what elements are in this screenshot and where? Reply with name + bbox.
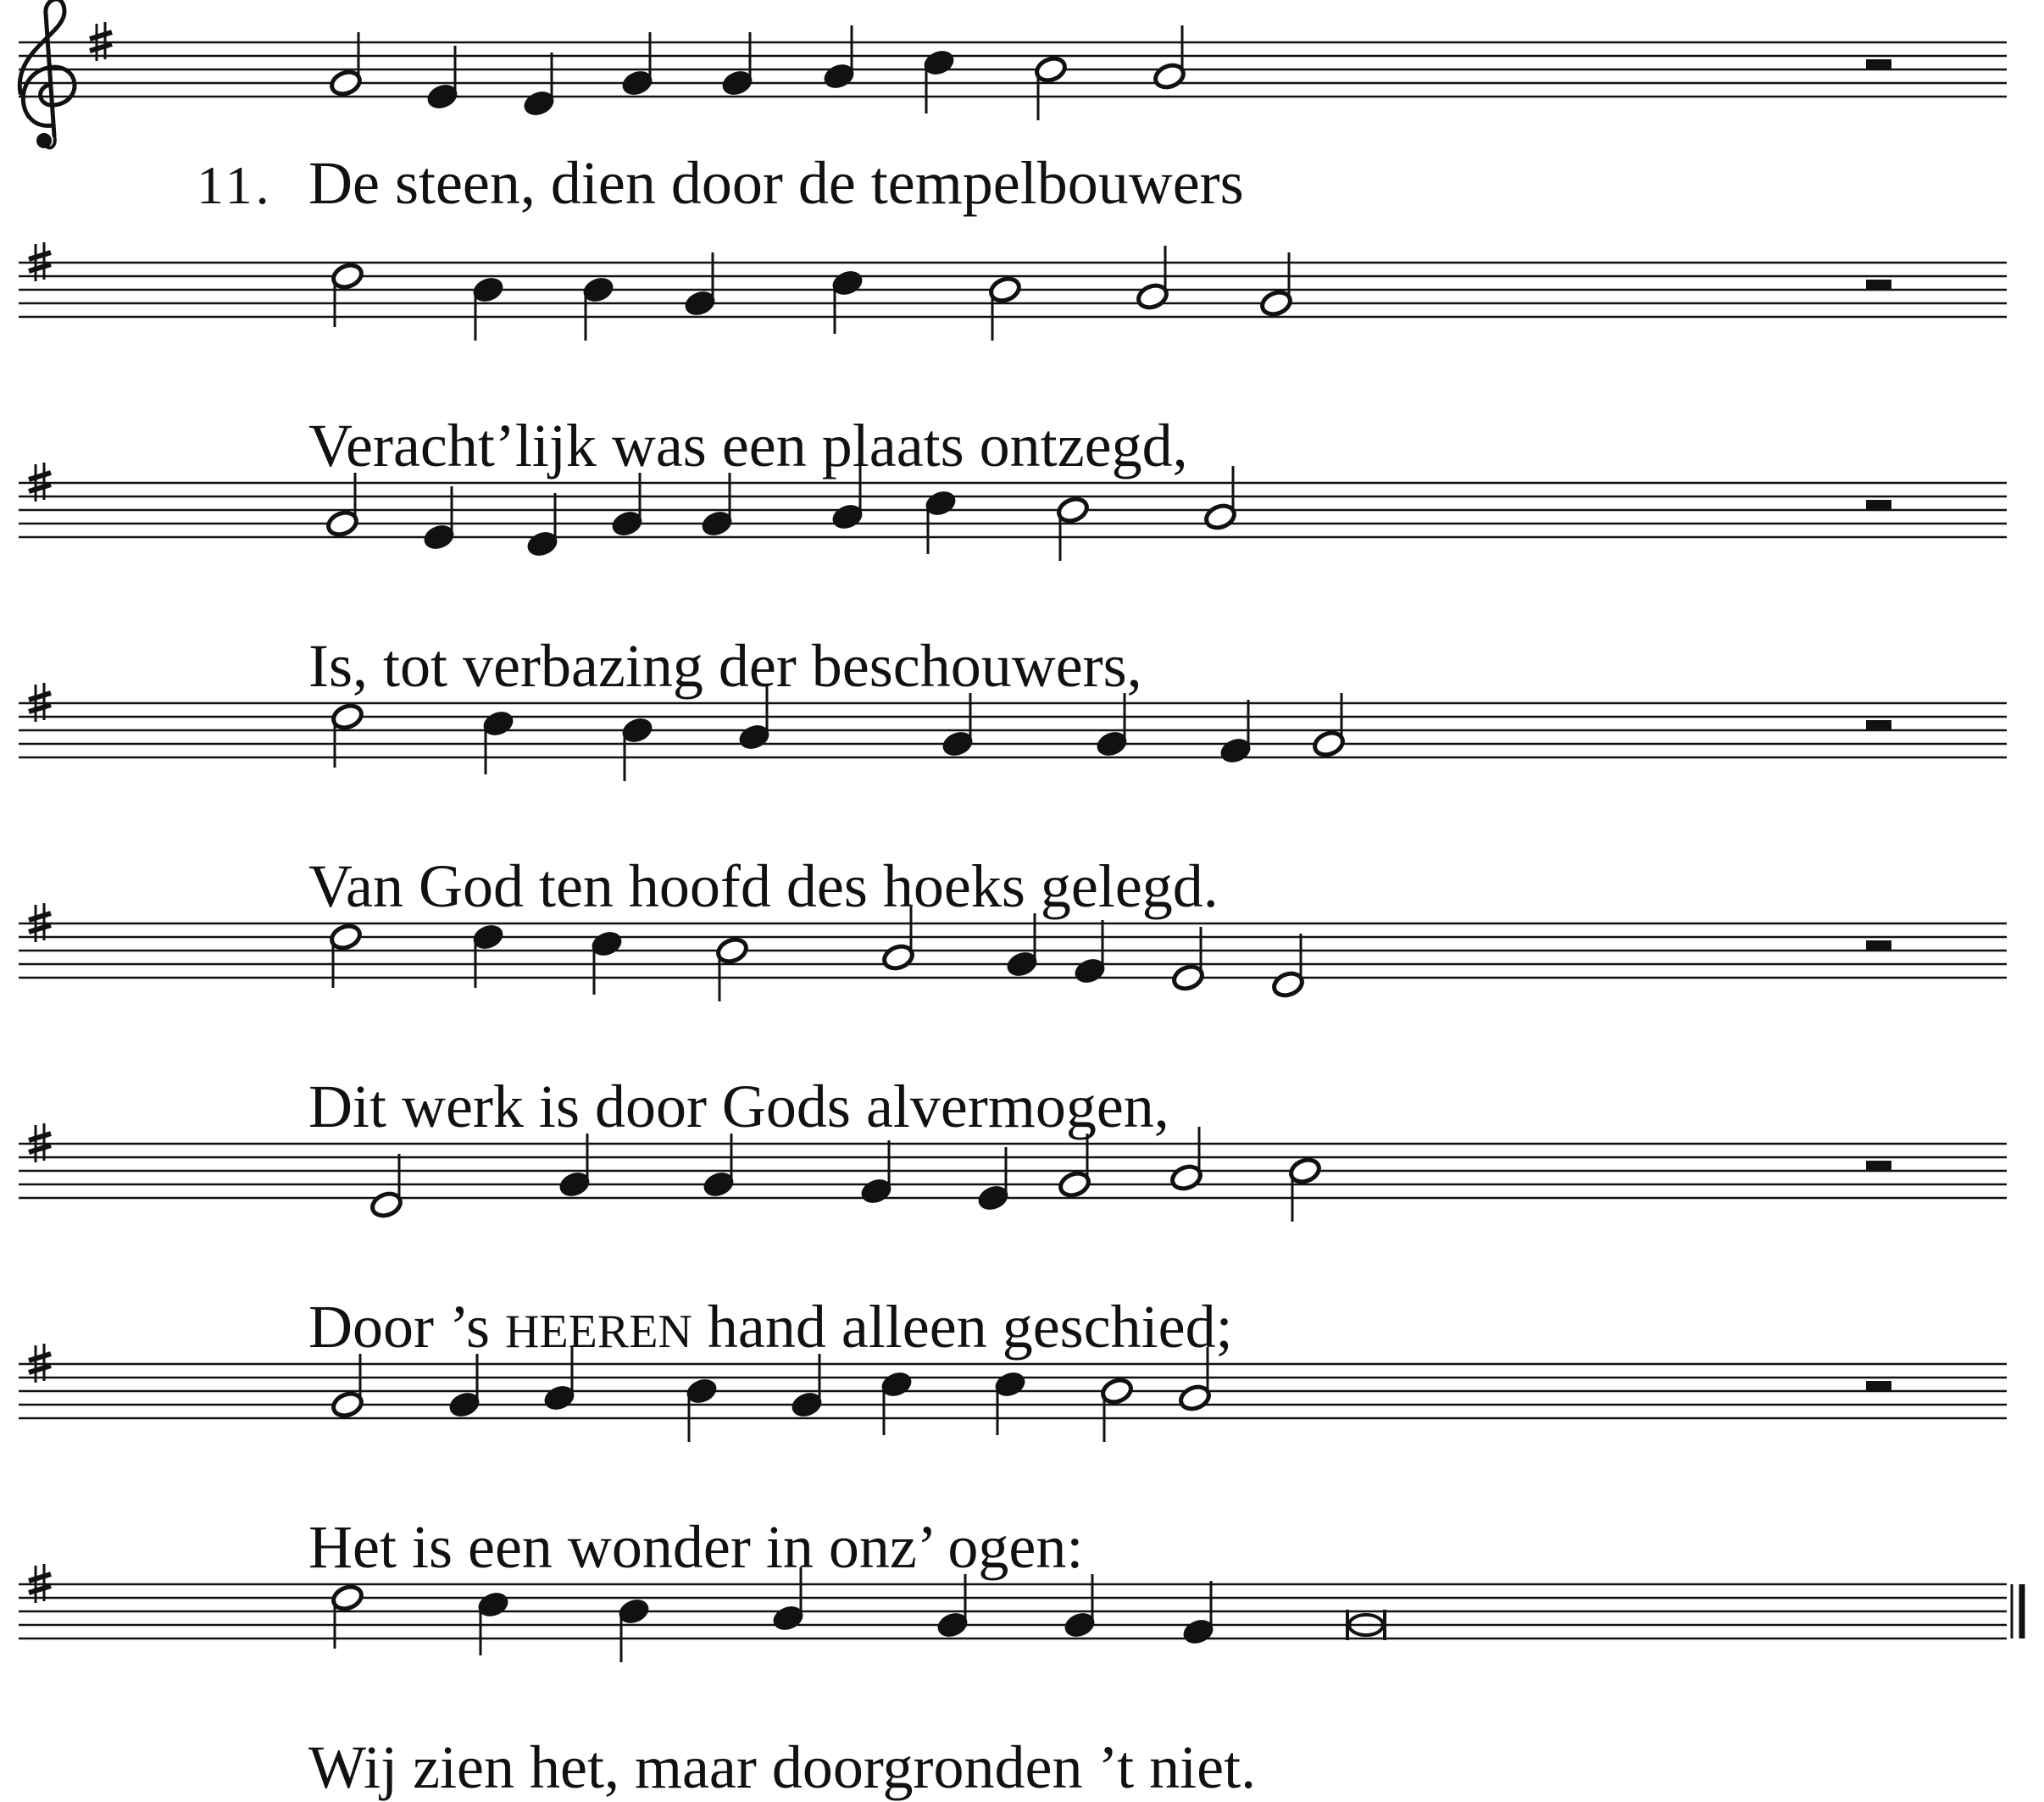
note: [617, 1597, 652, 1662]
staff-lines: [19, 1584, 2007, 1638]
note: [924, 489, 958, 554]
staff-lines: [19, 483, 2007, 537]
staff-system: [19, 1344, 2007, 1581]
staff-lines: [19, 42, 2007, 97]
note: [590, 929, 625, 995]
note: [1203, 466, 1238, 531]
staff-lines: [19, 703, 2007, 757]
staff-system: [19, 683, 2007, 920]
note: [880, 1370, 914, 1435]
note: [1100, 1377, 1135, 1442]
lyric-line: Door ’s HEEREN hand alleen geschied;: [308, 1293, 1233, 1361]
lyric-line: Dit werk is door Gods alvermogen,: [308, 1073, 1169, 1140]
staff-system: [19, 242, 2007, 480]
note: [1136, 246, 1170, 311]
note: [581, 275, 616, 341]
staff-system: [19, 0, 2007, 217]
lyric-line: Het is een wonder in onz’ ogen:: [308, 1513, 1084, 1581]
lyric-small-caps: HEEREN: [505, 1306, 692, 1358]
treble-clef: [19, 0, 75, 148]
half-rest: [1866, 720, 1891, 730]
note: [859, 1140, 894, 1206]
lyric-line: De steen, dien door de tempelbouwers: [308, 149, 1244, 217]
note: [1219, 700, 1253, 765]
note: [715, 936, 750, 1001]
note: [471, 275, 506, 341]
lyric-line: Van God ten hoofd des hoeks gelegd.: [308, 852, 1219, 920]
note: [522, 53, 557, 118]
staff-system: [19, 1564, 2022, 1801]
staff-system: [19, 903, 2007, 1140]
note: [993, 1370, 1028, 1435]
note: [1169, 1127, 1204, 1192]
note: [988, 275, 1023, 341]
note: [1153, 25, 1187, 91]
note: [830, 269, 865, 334]
final-barline: [2012, 1584, 2022, 1638]
half-rest: [1866, 500, 1891, 510]
lyric-line: Wij zien het, maar doorgronden ’t niet.: [308, 1733, 1257, 1801]
note: [1271, 934, 1306, 999]
note: [1181, 1581, 1216, 1646]
note: [476, 1590, 511, 1655]
lyric-line: Is, tot verbazing der beschouwers,: [308, 632, 1142, 700]
staff-system: [19, 463, 2007, 700]
half-rest: [1866, 59, 1891, 69]
half-rest: [1866, 280, 1891, 290]
staff-system: [19, 1123, 2007, 1361]
half-rest: [1866, 1161, 1891, 1171]
verse-number: 11.: [197, 155, 273, 215]
lyric-line: Veracht’lijk was een plaats ontzegd,: [308, 412, 1188, 480]
note: [1073, 920, 1108, 985]
half-rest: [1866, 940, 1891, 951]
note: [481, 709, 516, 774]
note: [525, 493, 560, 558]
note: [369, 1154, 404, 1219]
note: [922, 48, 957, 114]
note: [685, 1377, 719, 1442]
note: [620, 716, 655, 781]
staves: [19, 0, 2022, 1801]
note: [1034, 55, 1069, 120]
note: [1288, 1156, 1323, 1222]
note: [1056, 496, 1091, 561]
note: [822, 25, 857, 91]
staff-lines: [19, 1144, 2007, 1198]
half-rest: [1866, 1381, 1891, 1391]
